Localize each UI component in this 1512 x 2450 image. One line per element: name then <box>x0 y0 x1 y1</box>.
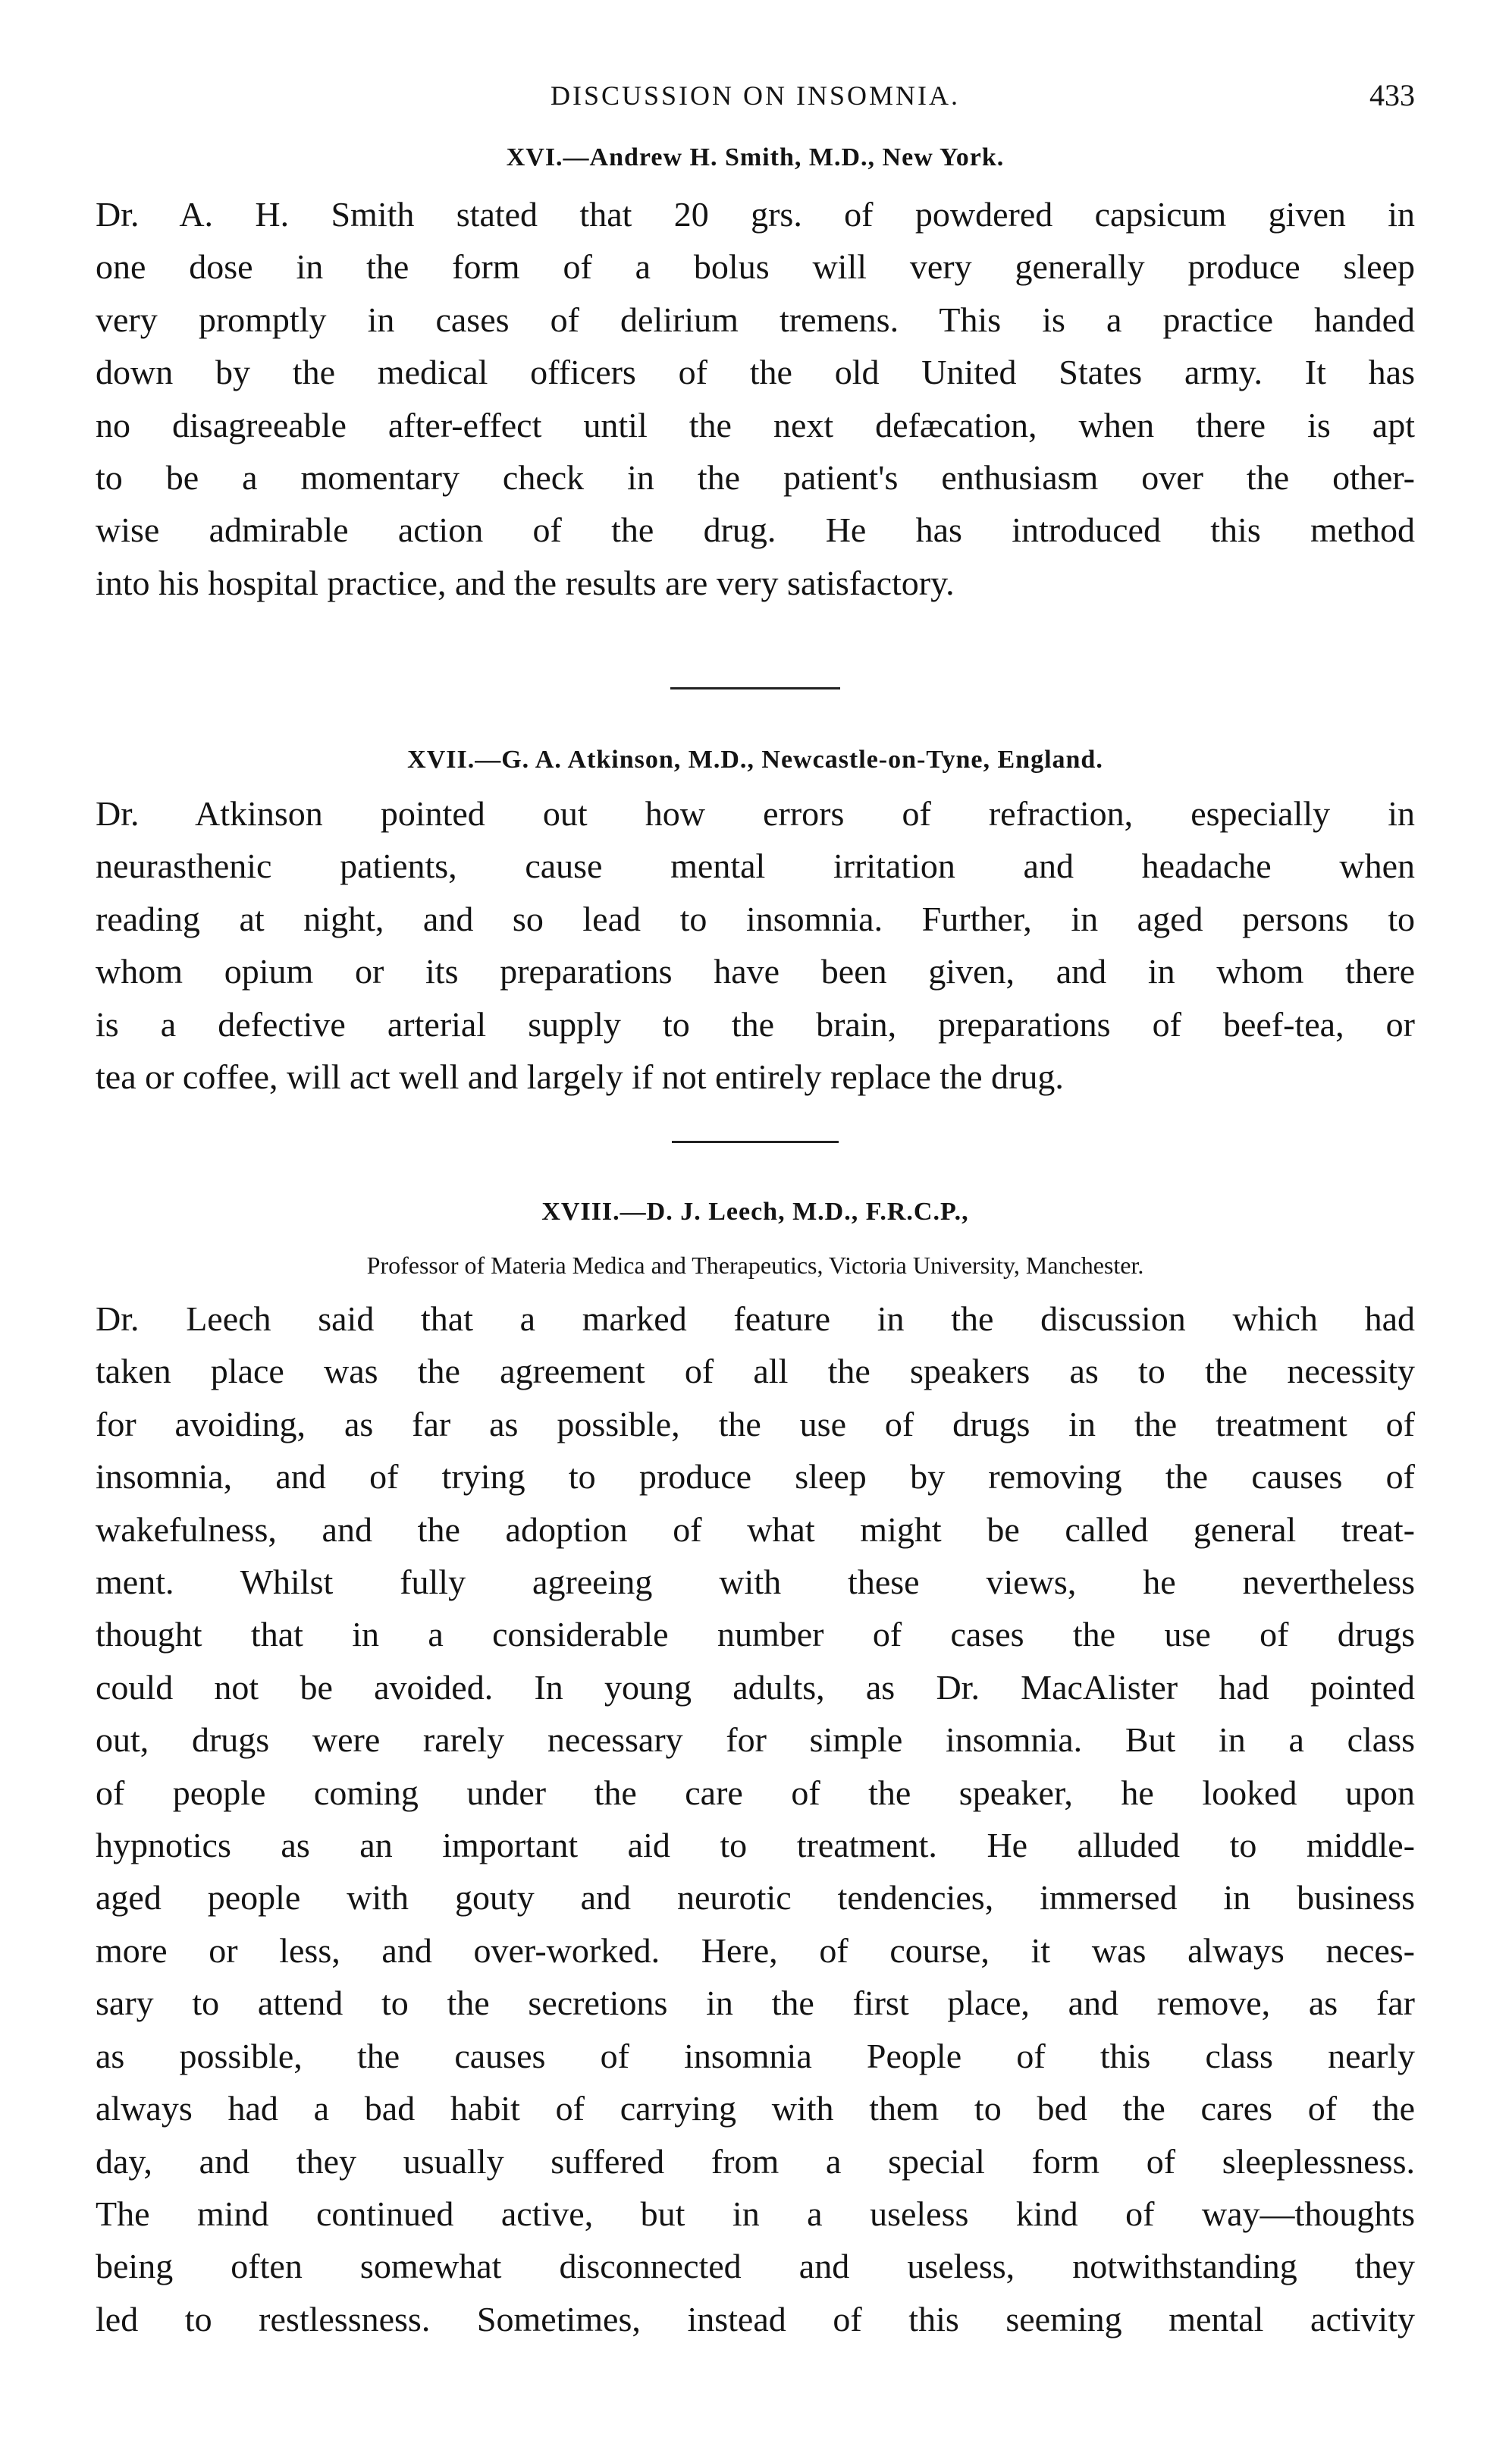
page-number: 433 <box>1369 78 1415 112</box>
section-atkinson <box>96 737 1415 1103</box>
text-line: wise admirable action of the drug. He has introduced this method <box>96 510 1415 550</box>
text-line: reading at night, and so lead to insomnia. Further, in aged persons to <box>96 899 1415 938</box>
text-line: for avoiding, as far as possible, the use of drugs in the treatment of <box>96 1404 1415 1443</box>
section-divider <box>670 687 840 689</box>
text-line: thought that in a considerable number of cases the use of drugs <box>96 1615 1415 1654</box>
text-line: wakefulness, and the adoption of what might be called general treat- <box>96 1509 1415 1549</box>
text-line: being often somewhat disconnected and useless, notwithstanding they <box>96 2247 1415 2286</box>
section-subheading: Professor of Materia Medica and Therapeutics, Victoria University, Manchester. <box>366 1252 1144 1279</box>
text-line: led to restlessness. Sometimes, instead of this seeming mental activity <box>96 2299 1415 2338</box>
text-line: is a defective arterial supply to the brain, preparations of beef-tea, or <box>96 1004 1415 1044</box>
text-line: down by the medical officers of the old United States army. It has <box>96 353 1415 392</box>
text-line: as possible, the causes of insomnia People of this class nearly <box>96 2036 1415 2075</box>
section-body <box>96 188 1415 609</box>
text-line: hypnotics as an important aid to treatment. He alluded to middle- <box>96 1826 1415 1865</box>
text-line: ment. Whilst fully agreeing with these views, he nevertheless <box>96 1563 1415 1602</box>
text-line: no disagreeable after-effect until the next defæcation, when there is apt <box>96 405 1415 444</box>
section-smith <box>96 135 1415 609</box>
text-line: whom opium or its preparations have been given, and in whom there <box>96 952 1415 991</box>
text-line: taken place was the agreement of all the speakers as to the necessity <box>96 1352 1415 1391</box>
text-line: more or less, and over-worked. Here, of course, it was always neces- <box>96 1930 1415 1970</box>
text-line: sary to attend to the secretions in the first place, and remove, as far <box>96 1984 1415 2023</box>
text-line: The mind continued active, but in a useless kind of way—thoughts <box>96 2194 1415 2233</box>
text-line: one dose in the form of a bolus will very generally produce sleep <box>96 247 1415 287</box>
section-body <box>96 787 1415 1103</box>
text-line: Dr. Leech said that a marked feature in the discussion which had <box>96 1299 1415 1338</box>
text-line: out, drugs were rarely necessary for simple insomnia. But in a class <box>96 1720 1415 1760</box>
running-title: DISCUSSION ON INSOMNIA. <box>550 80 961 111</box>
section-body <box>96 1293 1415 2345</box>
section-heading: XVI.—Andrew H. Smith, M.D., New York. <box>506 143 1005 171</box>
text-line: neurasthenic patients, cause mental irritation and headache when <box>96 847 1415 886</box>
text-line: insomnia, and of trying to produce sleep by removing the causes of <box>96 1457 1415 1497</box>
text-line: very promptly in cases of delirium tremens. This is a practice handed <box>96 300 1415 339</box>
section-leech <box>96 1189 1415 2345</box>
text-line: Dr. A. H. Smith stated that 20 grs. of powdered capsicum given in <box>96 195 1415 234</box>
text-line: Dr. Atkinson pointed out how errors of refraction, especially in <box>96 794 1415 833</box>
text-line: day, and they usually suffered from a special form of sleeplessness. <box>96 2141 1415 2181</box>
text-line: tea or coffee, will act well and largely if not entirely replace the drug. <box>96 1057 1064 1097</box>
text-line: aged people with gouty and neurotic tendencies, immersed in business <box>96 1878 1415 1918</box>
text-line: always had a bad habit of carrying with them to bed the cares of the <box>96 2089 1415 2128</box>
book-page <box>96 0 1415 2450</box>
running-head <box>96 73 1415 118</box>
text-line: into his hospital practice, and the results are very satisfactory. <box>96 563 955 602</box>
section-heading: XVIII.—D. J. Leech, M.D., F.R.C.P., <box>541 1198 969 1226</box>
section-heading: XVII.—G. A. Atkinson, M.D., Newcastle-on-Tyne, England. <box>407 746 1103 774</box>
text-line: of people coming under the care of the speaker, he looked upon <box>96 1773 1415 1812</box>
section-divider <box>672 1141 839 1143</box>
text-line: to be a momentary check in the patient's enthusiasm over the other- <box>96 458 1415 498</box>
text-line: could not be avoided. In young adults, as Dr. MacAlister had pointed <box>96 1667 1415 1707</box>
